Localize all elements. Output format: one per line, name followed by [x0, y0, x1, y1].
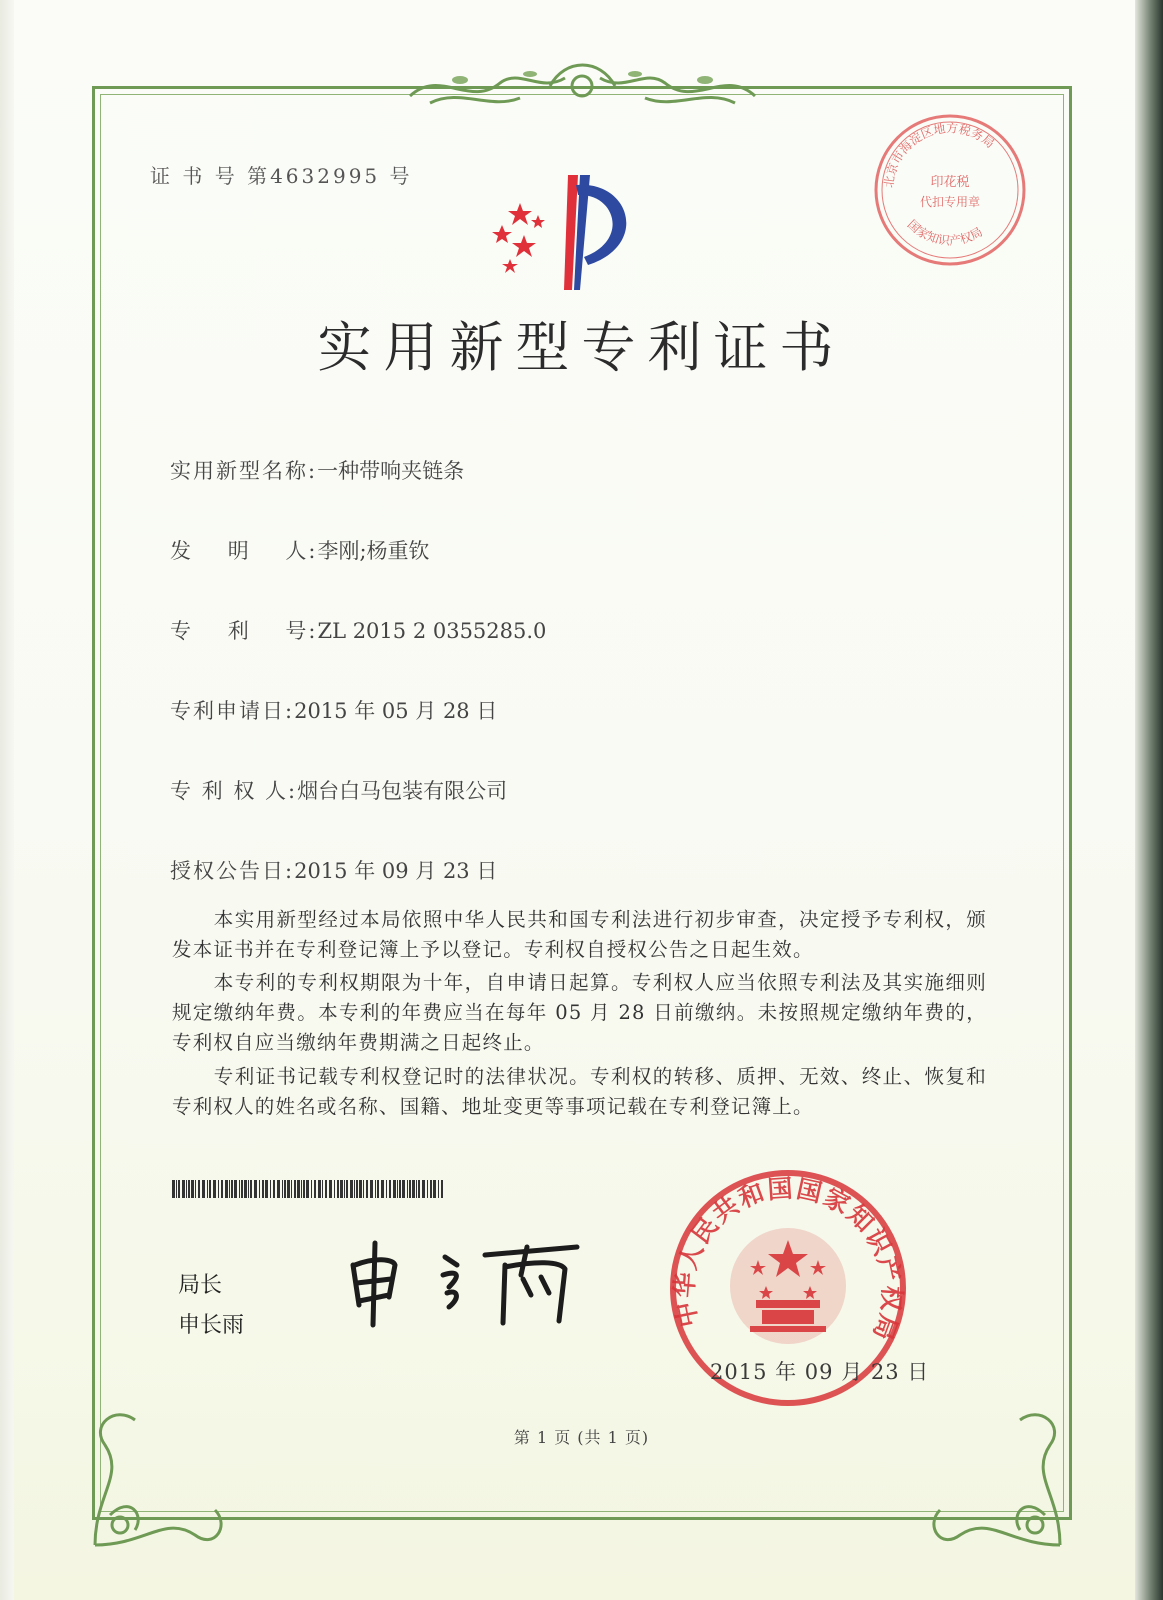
svg-text:代扣专用章: 代扣专用章 [919, 195, 981, 209]
paragraph-term: 本专利的专利权期限为十年，自申请日起算。专利权人应当依照专利法及其实施细则规定缴纳年费。本专利的年费应当在每年 05 月 28 日前缴纳。未按照规定缴纳年费的，专利权自应当缴纳年费期满之日起终止。 [172, 971, 987, 1054]
page-binding-edge [1135, 0, 1163, 1600]
field-label: 专利申请日: [170, 699, 295, 723]
svg-text:中华人民共和国国家知识产权局: 中华人民共和国国家知识产权局 [669, 1173, 907, 1346]
svg-text:印花税: 印花税 [930, 175, 970, 190]
field-application-date [170, 695, 497, 725]
certificate-number: 证 书 号 第4632995 号 [150, 164, 413, 188]
director-signature-icon [345, 1235, 590, 1330]
field-label: 发 明 人: [170, 539, 318, 563]
page-number: 第 1 页 (共 1 页) [513, 1428, 650, 1447]
field-inventor [170, 535, 430, 565]
barcode-icon [172, 1180, 447, 1198]
cnipa-logo-icon [480, 165, 640, 295]
director-title: 局长 [178, 1273, 223, 1298]
field-value: 烟台白马包装有限公司 [297, 779, 508, 803]
field-patentee [170, 775, 507, 805]
director-name: 申长雨 [178, 1313, 245, 1338]
field-value: 李刚;杨重钦 [317, 539, 430, 563]
top-ornament-icon [400, 48, 765, 118]
field-value: 2015 年 05 月 28 日 [294, 699, 498, 723]
field-grant-date [170, 855, 497, 885]
svg-text:北京市海淀区地方税务局: 北京市海淀区地方税务局 [881, 121, 997, 189]
svg-text:国家知识产权局: 国家知识产权局 [904, 217, 985, 248]
seal-date: 2015 年 09 月 23 日 [710, 1360, 930, 1384]
bottom-right-ornament-icon [920, 1385, 1070, 1555]
field-label: 专 利 权 人: [170, 779, 298, 803]
tax-stamp-seal-icon [870, 110, 1030, 270]
field-value: 一种带响夹链条 [317, 459, 465, 483]
bottom-left-ornament-icon [85, 1385, 235, 1555]
field-utility-model-name [170, 455, 464, 485]
field-label: 实用新型名称: [170, 459, 318, 483]
field-value: 2015 年 09 月 23 日 [294, 859, 498, 883]
certificate-title: 实用新型专利证书 [317, 316, 846, 379]
field-label: 授权公告日: [170, 859, 295, 883]
field-value: ZL 2015 2 0355285.0 [317, 619, 547, 643]
field-patent-number [170, 615, 546, 645]
paragraph-grant: 本实用新型经过本局依照中华人民共和国专利法进行初步审查，决定授予专利权，颁发本证书并在专利登记簿上予以登记。专利权自授权公告之日起生效。 [172, 908, 987, 961]
paragraph-legal-status: 专利证书记载专利权登记时的法律状况。专利权的转移、质押、无效、终止、恢复和专利权人的姓名或名称、国籍、地址变更等事项记载在专利登记簿上。 [172, 1065, 987, 1118]
page-left-shade [0, 0, 14, 1600]
field-label: 专 利 号: [170, 619, 318, 643]
